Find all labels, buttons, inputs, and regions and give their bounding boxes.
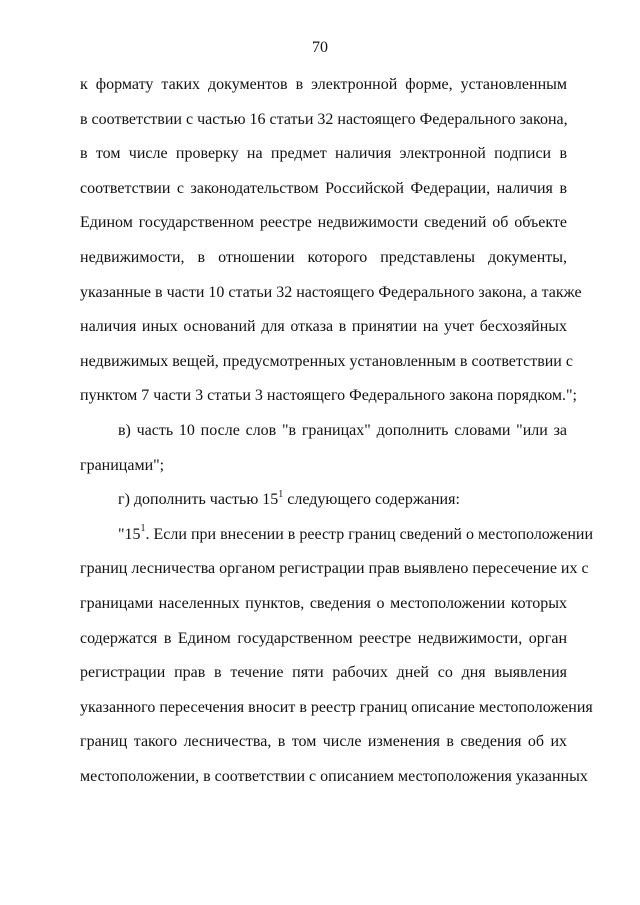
text-line: в) часть 10 после слов "в границах" дополнить словами "или за bbox=[118, 421, 567, 439]
text-line: местоположении, в соответствии с описанием местоположения указанных bbox=[80, 767, 588, 785]
paragraph-1 bbox=[80, 68, 582, 414]
text-line: содержатся в Едином государственном реестре недвижимости, орган bbox=[80, 629, 567, 647]
page-number: 70 bbox=[312, 39, 328, 56]
paragraph-3 bbox=[80, 483, 567, 518]
text-line: соответствии с законодательством Российской Федерации, наличия в bbox=[80, 179, 567, 197]
text-line: недвижимых вещей, предусмотренных установленным в соответствии с bbox=[80, 352, 573, 370]
text-fragment: "15 bbox=[118, 525, 141, 543]
text-fragment: г) дополнить частью 15 bbox=[118, 491, 279, 509]
text-line: пунктом 7 части 3 статьи 3 настоящего Федерального закона порядком."; bbox=[80, 387, 577, 405]
text-line: в том числе проверку на предмет наличия электронной подписи в bbox=[80, 145, 567, 163]
text-line: границ лесничества органом регистрации прав выявлено пересечение их с bbox=[80, 560, 589, 578]
text-line: границ такого лесничества, в том числе изменения в сведения об их bbox=[80, 733, 567, 751]
text-line: недвижимости, в отношении которого представлены документы, bbox=[80, 248, 567, 266]
paragraph-4 bbox=[80, 518, 594, 795]
text-fragment: следующего содержания: bbox=[283, 491, 460, 509]
text-line: регистрации прав в течение пяти рабочих дней со дня выявления bbox=[80, 664, 567, 682]
text-line: указанного пересечения вносит в реестр границ описание местоположения bbox=[80, 698, 593, 716]
superscript: 1 bbox=[140, 523, 146, 535]
text-line: границами"; bbox=[80, 456, 165, 474]
text-line: границами населенных пунктов, сведения о местоположении которых bbox=[80, 594, 567, 612]
text-line: в соответствии с частью 16 статьи 32 настоящего Федерального закона, bbox=[80, 110, 568, 128]
text-line: наличия иных оснований для отказа в принятии на учет бесхозяйных bbox=[80, 318, 567, 336]
text-fragment: . Если при внесении в реестр границ сведений о местоположении bbox=[145, 525, 594, 543]
text-line: Едином государственном реестре недвижимости сведений об объекте bbox=[80, 214, 567, 232]
text-line: указанные в части 10 статьи 32 настоящего Федерального закона, а также bbox=[80, 283, 582, 301]
text-line: к формату таких документов в электронной форме, установленным bbox=[80, 76, 567, 93]
text-line bbox=[80, 483, 567, 518]
text-line bbox=[80, 518, 594, 553]
document-body bbox=[80, 68, 594, 794]
paragraph-2 bbox=[80, 414, 567, 483]
superscript: 1 bbox=[278, 488, 284, 500]
